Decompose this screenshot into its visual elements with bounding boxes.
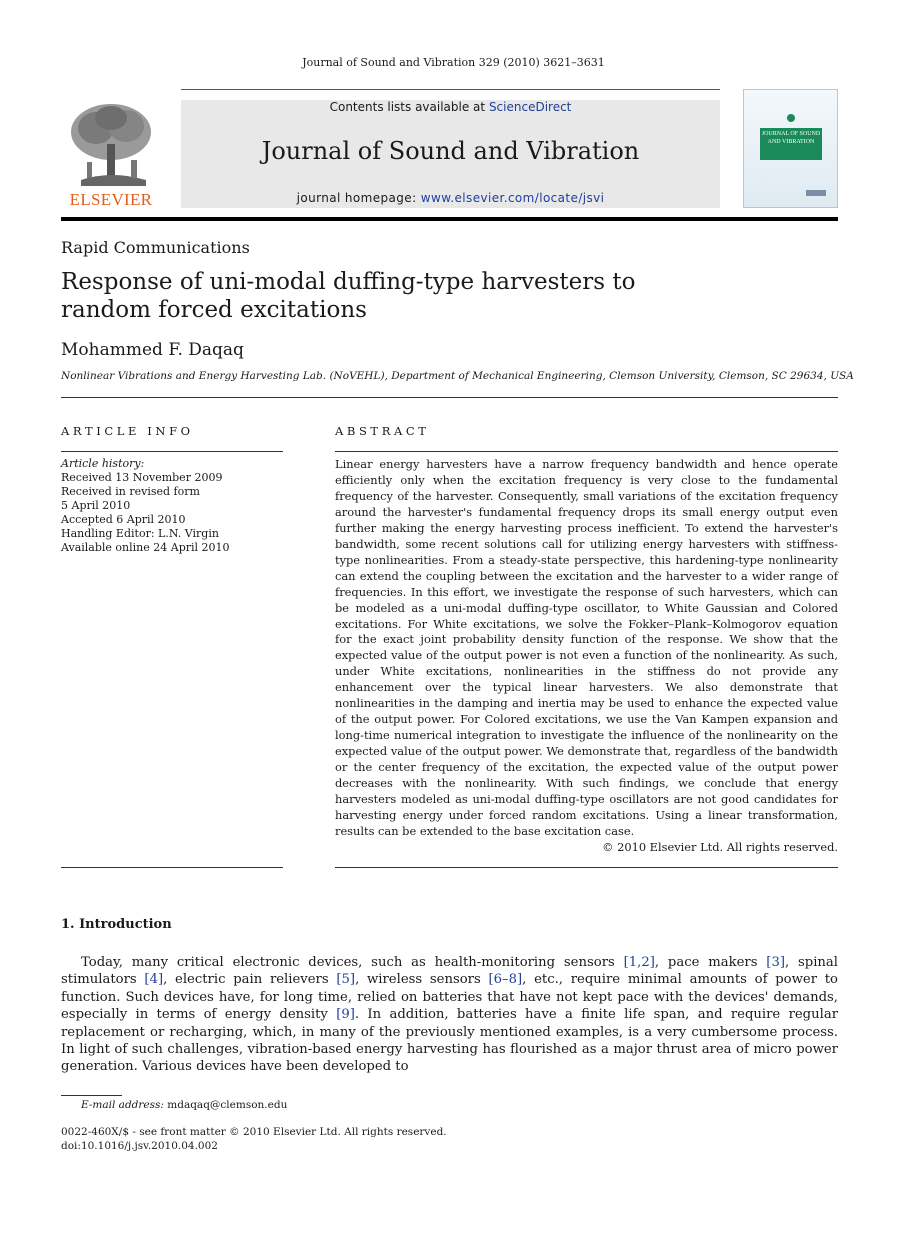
intro-text: , spinal stimulators <box>61 955 839 988</box>
history-line: Received 13 November 2009 <box>61 471 223 484</box>
abstract-rule <box>335 451 838 452</box>
section-heading-introduction: 1. Introduction <box>61 917 172 932</box>
history-line: Accepted 6 April 2010 <box>61 513 186 526</box>
cover-title-text: JOURNAL OF SOUND AND VIBRATION <box>761 131 821 145</box>
citation-link[interactable]: [9] <box>336 1007 355 1023</box>
elsevier-wordmark: ELSEVIER <box>69 190 153 209</box>
homepage-link[interactable]: www.elsevier.com/locate/jsvi <box>420 191 605 205</box>
author-name: Mohammed F. Daqaq <box>61 340 244 360</box>
article-title-line-2: random forced excitations <box>61 297 367 323</box>
article-info-rule <box>61 451 283 452</box>
abstract-text: Linear energy harvesters have a narrow frequency bandwidth and hence operate efficiently only when the excitation frequency is very close to the fundamental frequency of the harvester. Consequently, small variations of the excitation frequency around the harvester's fundamental frequency drops its small energy output even further making the energy harvesting process inefficient. To extend the harvester's bandwidth, some recent solutions call for utilizing energy harvesters with stiffness-type nonlinearities. From a steady-state perspective, this hardening-type nonlinearity can extend the coupling between the excitation and the harvester to a wider range of frequencies. In this effort, we investigate the response of such harvesters, which can be modeled as a uni-modal duffing-type oscillator, to White Gaussian and Colored excitations. For White excitations, we solve the Fokker–Plank–Kolmogorov equation for the exact joint probability density function of the response. We show that the expected value of the output power is not even a function of the nonlinearity. As such, under White excitations, nonlinearities in the stiffness do not provide any enhancement over the typical linear harvesters. We also demonstrate that nonlinearities in the damping and inertia may be used to enhance the expected value of the output power. For Colored excitations, we use the Van Kampen expansion and long-time numerical integration to investigate the influence of the nonlinearity on the expected value of the output power. We demonstrate that, regardless of the bandwidth or the center frequency of the excitation, the expected value of the output power decreases with the nonlinearity. With such findings, we conclude that energy harvesters modeled as uni-modal duffing-type oscillators are not good candidates for harvesting energy under forced random excitations. Using a linear transformation, results can be extended to the base excitation case. <box>335 457 838 838</box>
history-line: Received in revised form <box>61 485 200 498</box>
email-address[interactable]: mdaqaq@clemson.edu <box>163 1099 288 1111</box>
cover-emblem-icon <box>787 114 795 122</box>
elsevier-logo <box>61 100 161 210</box>
email-label: E-mail address: <box>81 1099 164 1111</box>
homepage-prefix: journal homepage: <box>296 191 421 205</box>
author-affiliation: Nonlinear Vibrations and Energy Harvesting Lab. (NoVEHL), Department of Mechanical Engineering, Clemson University, Clemson, SC 29634, USA <box>61 370 854 382</box>
article-history <box>61 457 230 555</box>
intro-text: . In addition, batteries have a finite life span, and require regular replacement or recharging, which, in many of the previously mentioned examples, is a very cumbersome process. In light of such challenges, vibration-based energy harvesting has flourished as a major thrust area of micro power generation. Various devices have been developed to <box>61 1007 838 1075</box>
citation-link[interactable]: [3] <box>766 955 785 970</box>
citation-link[interactable]: [4] <box>144 972 164 988</box>
running-head: Journal of Sound and Vibration 329 (2010) 3621–3631 <box>302 56 605 69</box>
history-label: Article history: <box>61 457 145 470</box>
article-section-type: Rapid Communications <box>61 238 250 257</box>
contents-availability <box>181 100 720 114</box>
abstract-copyright: © 2010 Elsevier Ltd. All rights reserved. <box>602 840 838 854</box>
intro-text: , pace makers <box>654 955 767 970</box>
abstract-heading: ABSTRACT <box>335 424 430 438</box>
citation-link[interactable]: [1,2] <box>623 955 655 970</box>
history-line: Handling Editor: L.N. Virgin <box>61 527 219 540</box>
article-title <box>61 268 761 324</box>
history-line: 5 April 2010 <box>61 499 131 512</box>
contents-prefix: Contents lists available at <box>329 100 489 114</box>
footnote-rule <box>61 1095 122 1096</box>
cover-publisher-icon <box>806 190 826 196</box>
doi-line[interactable]: doi:10.1016/j.jsv.2010.04.002 <box>61 1140 218 1152</box>
article-title-line-1: Response of uni-modal duffing-type harvesters to <box>61 269 636 295</box>
journal-title: Journal of Sound and Vibration <box>261 137 640 165</box>
affiliation-rule <box>61 397 838 398</box>
intro-text: Today, many critical electronic devices, such as health-monitoring sensors <box>81 955 624 970</box>
intro-text: , wireless sensors <box>355 972 489 988</box>
citation-link[interactable]: [6–8] <box>488 972 523 988</box>
intro-text: , etc., require minimal amounts of power to function. Such devices have, for long time, relied on batteries that have not kept pace with the devices' demands, especially in terms of energy density <box>61 972 838 1023</box>
header-top-rule <box>181 89 720 90</box>
journal-homepage <box>181 191 720 205</box>
sciencedirect-link[interactable]: ScienceDirect <box>488 100 572 114</box>
header-divider <box>61 217 838 221</box>
article-info-bottom-rule <box>61 867 283 868</box>
citation-link[interactable]: [5] <box>336 972 356 988</box>
history-line: Available online 24 April 2010 <box>61 541 230 554</box>
front-matter-line: 0022-460X/$ - see front matter © 2010 Elsevier Ltd. All rights reserved. <box>61 1126 447 1138</box>
journal-cover-image <box>743 89 838 208</box>
abstract-bottom-rule <box>335 867 838 868</box>
article-info-heading: ARTICLE INFO <box>61 424 194 438</box>
footnote-email <box>81 1099 287 1111</box>
intro-text: , electric pain relievers <box>163 972 337 988</box>
introduction-paragraph <box>61 954 838 1076</box>
tree-logo-icon <box>61 100 161 190</box>
